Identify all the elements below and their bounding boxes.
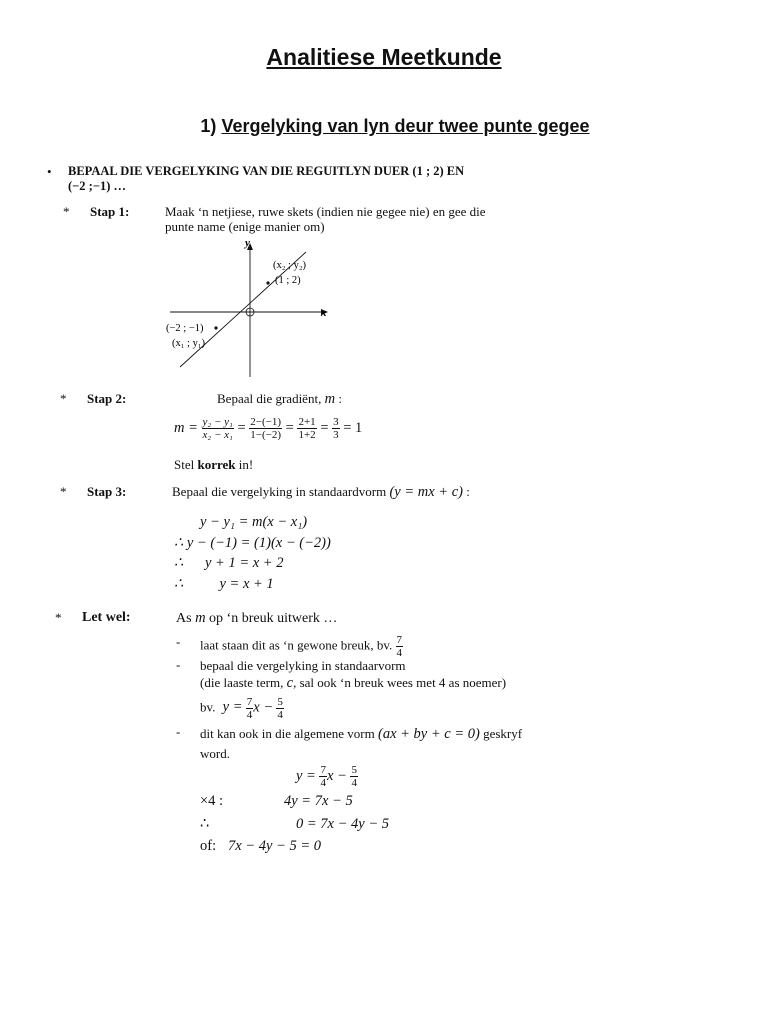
- point-upper: [266, 281, 269, 284]
- asterisk-icon: *: [60, 391, 67, 406]
- point-upper-label: (1 ; 2): [275, 275, 301, 286]
- gradient-formula: m = $\frac{\text{y₂ − y₁}}{\text{x₂ − x₁}}$ = $\frac{2-(-1)}{1-(-2)}$ = $\frac{2+1}{1+2}$ = $\frac{3}{3}$ = 1: [174, 416, 363, 441]
- formula-result: = 1: [343, 419, 363, 436]
- step2-colon: :: [338, 391, 342, 406]
- list-dash: -: [176, 634, 181, 649]
- standard-form: (y = mx + c): [389, 484, 463, 500]
- step1-text: [165, 204, 486, 234]
- therefore-symbol: ∴: [200, 816, 210, 832]
- letwel-m-symbol: m: [195, 610, 206, 626]
- list-dash: -: [176, 724, 181, 739]
- task-line-1: BEPAAL DIE VERGELYKING VAN DIE REGUITLYN DUER (1 ; 2) EN: [68, 164, 465, 178]
- letwel-item-2-example: bv. y = $\frac{7}{4}$ x − $\frac{5}{4}$: [200, 696, 283, 721]
- example-equation-1: y = $\frac{7}{4}$ x − $\frac{5}{4}$: [296, 764, 357, 789]
- step2-intro: [217, 391, 342, 408]
- step3-line-1: y − y₁ = m(x − x₁): [200, 514, 308, 530]
- fraction-general: $\frac{\text{y₂ − y₁}}{\text{x₂ − x₁}}$: [202, 416, 233, 441]
- letwel-item-2-line-1: bepaal die vergelyking in standaarvorm: [200, 658, 406, 673]
- step3-line-2: ∴ y − (−1) = (1)(x − (−2)): [174, 535, 331, 551]
- y-axis-label: y: [245, 237, 250, 249]
- letwel-item-2-line-2: (die laaste term, c, sal ook ‘n breuk wees met 4 as noemer): [200, 675, 507, 691]
- step3-line-3: ∴ y + 1 = x + 2: [174, 555, 284, 571]
- example-equation-3: 0 = 7x − 4y − 5: [296, 816, 389, 832]
- point-lower-name: (x₁ ; y₁): [172, 338, 205, 349]
- formula-lhs: m =: [174, 419, 198, 436]
- check-note-bold: korrek: [197, 457, 236, 472]
- letwel-intro: As m op ‘n breuk uitwerk …: [176, 610, 338, 626]
- letwel-item-1: laat staan dit as ‘n gewone breuk, bv. $\frac{7}{4}$: [200, 634, 403, 659]
- asterisk-icon: *: [63, 204, 70, 219]
- or-label: of:: [200, 838, 217, 854]
- letwel-item-3-line-1: dit kan ook in die algemene vorm (ax + by + c = 0) geskryf: [200, 726, 523, 742]
- step1-line-1: Maak ‘n netjiese, ruwe skets (indien nie gegee nie) en gee die: [165, 204, 486, 219]
- step2-m-symbol: m: [324, 391, 336, 407]
- asterisk-icon: *: [55, 610, 62, 625]
- step2-label: Stap 2:: [87, 391, 127, 406]
- step3-label: Stap 3:: [87, 484, 127, 499]
- fraction-result: $\frac{3}{3}$: [333, 416, 339, 441]
- section-number: 1): [200, 116, 217, 136]
- letwel-item-3: [200, 724, 522, 764]
- point-lower: [214, 326, 217, 329]
- task-statement: [68, 164, 464, 194]
- letwel-item-3-line-2: word.: [200, 746, 230, 761]
- point-upper-name: (x₂ ; y₂): [273, 260, 306, 271]
- x-axis-label: x: [321, 307, 327, 319]
- page-title: Analitiese Meetkunde: [266, 44, 502, 70]
- section-heading-text: Vergelyking van lyn deur twee punte gegee: [221, 116, 590, 136]
- multiply-by-4: ×4 :: [200, 793, 224, 809]
- task-line-2: (−2 ;−1) …: [68, 179, 126, 193]
- example-equation-4: 7x − 4y − 5 = 0: [228, 838, 321, 854]
- fraction-simplified: $\frac{2+1}{1+2}$: [298, 416, 316, 441]
- line-sketch: [160, 232, 340, 382]
- asterisk-icon: *: [60, 484, 67, 499]
- point-lower-label: (−2 ; −1): [166, 323, 204, 334]
- step3-line-4: ∴ y = x + 1: [174, 576, 274, 592]
- step1-line-2: punte name (enige manier om): [165, 219, 325, 234]
- bullet-icon: •: [47, 164, 52, 179]
- letwel-item-2: [200, 657, 506, 692]
- check-note: Stel korrek in!: [174, 457, 254, 472]
- list-dash: -: [176, 657, 181, 672]
- step1-label: Stap 1:: [90, 204, 130, 219]
- step2-intro-text: Bepaal die gradiënt,: [217, 391, 322, 406]
- letwel-label: Let wel:: [82, 610, 131, 625]
- fraction-substituted: $\frac{2-(-1)}{1-(-2)}$: [250, 416, 282, 441]
- section-heading: [0, 116, 768, 137]
- general-form: (ax + by + c = 0): [377, 726, 480, 742]
- example-equation-2: 4y = 7x − 5: [284, 793, 353, 809]
- step3-intro: Bepaal die vergelyking in standaardvorm (y = mx + c) :: [172, 484, 470, 500]
- fraction-example: $\frac{7}{4}$: [396, 634, 403, 659]
